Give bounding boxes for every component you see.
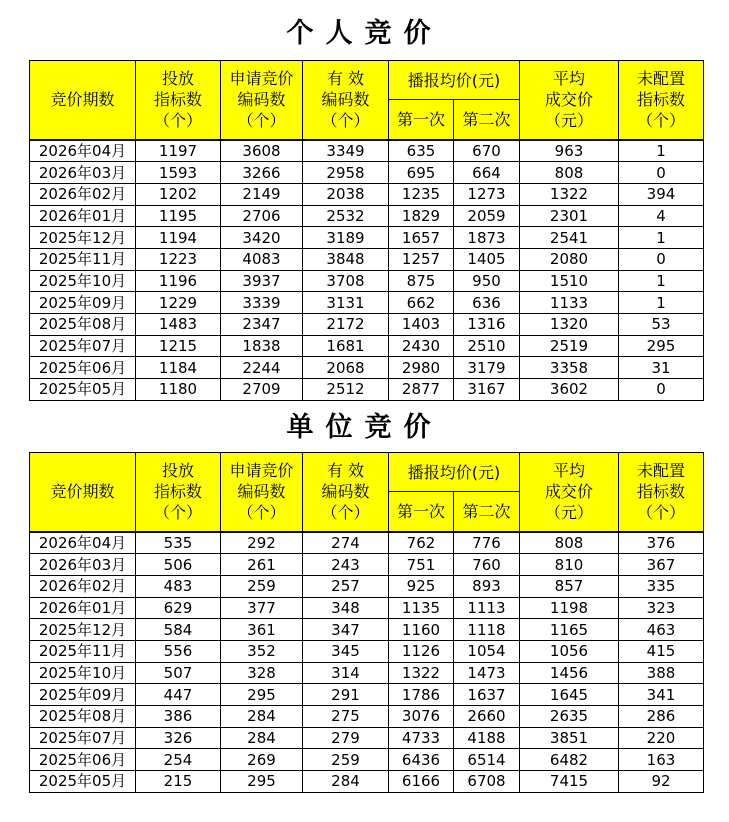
cell-first-bid: 1403 — [389, 314, 454, 336]
cell-avg-deal: 1165 — [520, 619, 619, 641]
cell-valid: 1681 — [303, 335, 389, 357]
cell-first-bid: 6436 — [389, 749, 454, 771]
table-row — [30, 532, 704, 554]
cell-unallocated: 31 — [619, 357, 704, 379]
cell-quota: 254 — [136, 749, 221, 771]
cell-second-bid: 6708 — [454, 771, 520, 793]
cell-avg-deal: 1198 — [520, 597, 619, 619]
cell-period: 2025年09月 — [30, 292, 136, 314]
cell-applied: 2244 — [221, 357, 303, 379]
cell-valid: 2172 — [303, 314, 389, 336]
header-period: 竞价期数 — [30, 453, 136, 532]
cell-applied: 352 — [221, 640, 303, 662]
cell-second-bid: 1118 — [454, 619, 520, 641]
cell-unallocated: 394 — [619, 183, 704, 205]
cell-applied: 2149 — [221, 183, 303, 205]
cell-unallocated: 0 — [619, 162, 704, 184]
table-row — [30, 662, 704, 684]
company-bidding-table — [29, 452, 704, 793]
cell-first-bid: 762 — [389, 532, 454, 554]
header-valid: 有 效 编码数 （个） — [303, 61, 389, 140]
header-second: 第二次 — [454, 492, 520, 532]
header-avg-deal: 平均 成交价 （元） — [520, 453, 619, 532]
cell-applied: 3937 — [221, 270, 303, 292]
cell-valid: 3131 — [303, 292, 389, 314]
cell-quota: 1215 — [136, 335, 221, 357]
cell-quota: 1197 — [136, 140, 221, 162]
cell-avg-deal: 3851 — [520, 727, 619, 749]
individual-table-body — [30, 140, 704, 401]
cell-second-bid: 4188 — [454, 727, 520, 749]
cell-period: 2025年05月 — [30, 771, 136, 793]
cell-applied: 269 — [221, 749, 303, 771]
cell-second-bid: 1113 — [454, 597, 520, 619]
cell-quota: 1593 — [136, 162, 221, 184]
cell-avg-deal: 3602 — [520, 379, 619, 401]
cell-second-bid: 1405 — [454, 248, 520, 270]
cell-period: 2025年08月 — [30, 314, 136, 336]
cell-quota: 1223 — [136, 248, 221, 270]
cell-unallocated: 388 — [619, 662, 704, 684]
cell-second-bid: 2059 — [454, 205, 520, 227]
cell-first-bid: 925 — [389, 575, 454, 597]
cell-applied: 295 — [221, 771, 303, 793]
cell-avg-deal: 2519 — [520, 335, 619, 357]
cell-valid: 259 — [303, 749, 389, 771]
cell-valid: 2512 — [303, 379, 389, 401]
cell-quota: 1196 — [136, 270, 221, 292]
cell-avg-deal: 6482 — [520, 749, 619, 771]
cell-period: 2026年02月 — [30, 575, 136, 597]
cell-unallocated: 0 — [619, 379, 704, 401]
cell-applied: 377 — [221, 597, 303, 619]
cell-applied: 3339 — [221, 292, 303, 314]
cell-quota: 556 — [136, 640, 221, 662]
cell-period: 2026年02月 — [30, 183, 136, 205]
cell-first-bid: 1126 — [389, 640, 454, 662]
cell-period: 2025年10月 — [30, 270, 136, 292]
cell-first-bid: 662 — [389, 292, 454, 314]
cell-first-bid: 1657 — [389, 227, 454, 249]
cell-avg-deal: 7415 — [520, 771, 619, 793]
cell-period: 2025年12月 — [30, 619, 136, 641]
cell-period: 2026年01月 — [30, 597, 136, 619]
cell-quota: 326 — [136, 727, 221, 749]
cell-applied: 3608 — [221, 140, 303, 162]
table-row — [30, 575, 704, 597]
cell-valid: 3349 — [303, 140, 389, 162]
table-row — [30, 379, 704, 401]
table-row — [30, 205, 704, 227]
cell-avg-deal: 857 — [520, 575, 619, 597]
header-applied: 申请竞价 编码数 （个） — [221, 453, 303, 532]
table-row — [30, 140, 704, 162]
cell-applied: 361 — [221, 619, 303, 641]
cell-applied: 2709 — [221, 379, 303, 401]
cell-first-bid: 875 — [389, 270, 454, 292]
cell-avg-deal: 810 — [520, 554, 619, 576]
cell-valid: 291 — [303, 684, 389, 706]
table-row — [30, 248, 704, 270]
cell-quota: 1194 — [136, 227, 221, 249]
cell-second-bid: 760 — [454, 554, 520, 576]
cell-applied: 328 — [221, 662, 303, 684]
cell-applied: 3420 — [221, 227, 303, 249]
cell-period: 2025年10月 — [30, 662, 136, 684]
company-title: 单位竞价 — [286, 412, 443, 443]
cell-second-bid: 1473 — [454, 662, 520, 684]
cell-avg-deal: 2080 — [520, 248, 619, 270]
cell-avg-deal: 1645 — [520, 684, 619, 706]
cell-second-bid: 3167 — [454, 379, 520, 401]
cell-second-bid: 664 — [454, 162, 520, 184]
cell-valid: 2038 — [303, 183, 389, 205]
cell-avg-deal: 2301 — [520, 205, 619, 227]
header-quota: 投放 指标数 （个） — [136, 453, 221, 532]
cell-quota: 1180 — [136, 379, 221, 401]
table-row — [30, 270, 704, 292]
cell-first-bid: 695 — [389, 162, 454, 184]
cell-first-bid: 2980 — [389, 357, 454, 379]
cell-quota: 386 — [136, 706, 221, 728]
cell-quota: 506 — [136, 554, 221, 576]
table-row — [30, 727, 704, 749]
cell-second-bid: 2510 — [454, 335, 520, 357]
cell-quota: 215 — [136, 771, 221, 793]
cell-second-bid: 1316 — [454, 314, 520, 336]
cell-avg-deal: 1456 — [520, 662, 619, 684]
cell-period: 2026年01月 — [30, 205, 136, 227]
cell-unallocated: 4 — [619, 205, 704, 227]
cell-quota: 1202 — [136, 183, 221, 205]
cell-second-bid: 2660 — [454, 706, 520, 728]
cell-valid: 345 — [303, 640, 389, 662]
table-row — [30, 335, 704, 357]
cell-valid: 314 — [303, 662, 389, 684]
table-row — [30, 597, 704, 619]
cell-unallocated: 286 — [619, 706, 704, 728]
cell-valid: 243 — [303, 554, 389, 576]
cell-first-bid: 1786 — [389, 684, 454, 706]
cell-valid: 284 — [303, 771, 389, 793]
cell-period: 2025年07月 — [30, 335, 136, 357]
cell-avg-deal: 1320 — [520, 314, 619, 336]
table-row — [30, 227, 704, 249]
cell-period: 2026年03月 — [30, 554, 136, 576]
cell-first-bid: 2877 — [389, 379, 454, 401]
header-applied: 申请竞价 编码数 （个） — [221, 61, 303, 140]
cell-unallocated: 335 — [619, 575, 704, 597]
cell-first-bid: 1257 — [389, 248, 454, 270]
cell-second-bid: 6514 — [454, 749, 520, 771]
cell-quota: 507 — [136, 662, 221, 684]
header-valid: 有 效 编码数 （个） — [303, 453, 389, 532]
header-avg-bid: 播报均价(元) — [389, 61, 520, 100]
cell-valid: 3708 — [303, 270, 389, 292]
cell-unallocated: 1 — [619, 292, 704, 314]
cell-period: 2025年12月 — [30, 227, 136, 249]
table-row — [30, 357, 704, 379]
cell-unallocated: 1 — [619, 270, 704, 292]
cell-unallocated: 220 — [619, 727, 704, 749]
cell-applied: 284 — [221, 706, 303, 728]
cell-valid: 2958 — [303, 162, 389, 184]
cell-avg-deal: 1510 — [520, 270, 619, 292]
cell-first-bid: 1829 — [389, 205, 454, 227]
cell-quota: 1483 — [136, 314, 221, 336]
cell-applied: 261 — [221, 554, 303, 576]
cell-applied: 1838 — [221, 335, 303, 357]
cell-unallocated: 295 — [619, 335, 704, 357]
cell-quota: 584 — [136, 619, 221, 641]
header-first: 第一次 — [389, 492, 454, 532]
header-first: 第一次 — [389, 100, 454, 140]
cell-period: 2025年06月 — [30, 357, 136, 379]
cell-valid: 348 — [303, 597, 389, 619]
cell-quota: 1184 — [136, 357, 221, 379]
table-row — [30, 771, 704, 793]
cell-unallocated: 53 — [619, 314, 704, 336]
table-row — [30, 640, 704, 662]
table-row — [30, 684, 704, 706]
cell-second-bid: 3179 — [454, 357, 520, 379]
cell-first-bid: 3076 — [389, 706, 454, 728]
cell-unallocated: 163 — [619, 749, 704, 771]
cell-period: 2026年03月 — [30, 162, 136, 184]
cell-second-bid: 670 — [454, 140, 520, 162]
cell-second-bid: 1637 — [454, 684, 520, 706]
cell-valid: 2068 — [303, 357, 389, 379]
cell-second-bid: 776 — [454, 532, 520, 554]
table-row — [30, 314, 704, 336]
cell-applied: 2706 — [221, 205, 303, 227]
cell-second-bid: 893 — [454, 575, 520, 597]
cell-valid: 274 — [303, 532, 389, 554]
cell-period: 2025年09月 — [30, 684, 136, 706]
cell-second-bid: 1054 — [454, 640, 520, 662]
cell-unallocated: 1 — [619, 227, 704, 249]
header-avg-bid: 播报均价(元) — [389, 453, 520, 492]
cell-applied: 3266 — [221, 162, 303, 184]
cell-first-bid: 751 — [389, 554, 454, 576]
table-row — [30, 749, 704, 771]
cell-second-bid: 1273 — [454, 183, 520, 205]
cell-period: 2026年04月 — [30, 140, 136, 162]
cell-avg-deal: 3358 — [520, 357, 619, 379]
header-period: 竞价期数 — [30, 61, 136, 140]
cell-avg-deal: 808 — [520, 162, 619, 184]
cell-period: 2025年07月 — [30, 727, 136, 749]
cell-quota: 1229 — [136, 292, 221, 314]
cell-avg-deal: 2541 — [520, 227, 619, 249]
table-row — [30, 706, 704, 728]
cell-unallocated: 92 — [619, 771, 704, 793]
cell-period: 2025年05月 — [30, 379, 136, 401]
cell-unallocated: 376 — [619, 532, 704, 554]
cell-period: 2025年11月 — [30, 248, 136, 270]
cell-second-bid: 1873 — [454, 227, 520, 249]
table-row — [30, 554, 704, 576]
cell-avg-deal: 808 — [520, 532, 619, 554]
header-second: 第二次 — [454, 100, 520, 140]
table-row — [30, 619, 704, 641]
individual-bidding-table — [29, 60, 704, 401]
cell-valid: 3848 — [303, 248, 389, 270]
cell-applied: 284 — [221, 727, 303, 749]
header-quota: 投放 指标数 （个） — [136, 61, 221, 140]
cell-period: 2025年08月 — [30, 706, 136, 728]
cell-first-bid: 1160 — [389, 619, 454, 641]
cell-valid: 279 — [303, 727, 389, 749]
table-row — [30, 292, 704, 314]
cell-period: 2025年06月 — [30, 749, 136, 771]
cell-valid: 347 — [303, 619, 389, 641]
table-row — [30, 183, 704, 205]
cell-applied: 292 — [221, 532, 303, 554]
cell-applied: 259 — [221, 575, 303, 597]
cell-unallocated: 341 — [619, 684, 704, 706]
cell-applied: 295 — [221, 684, 303, 706]
cell-first-bid: 1135 — [389, 597, 454, 619]
company-table-body — [30, 532, 704, 793]
cell-first-bid: 4733 — [389, 727, 454, 749]
cell-avg-deal: 1056 — [520, 640, 619, 662]
cell-first-bid: 2430 — [389, 335, 454, 357]
cell-second-bid: 950 — [454, 270, 520, 292]
cell-unallocated: 1 — [619, 140, 704, 162]
cell-unallocated: 367 — [619, 554, 704, 576]
cell-quota: 1195 — [136, 205, 221, 227]
cell-avg-deal: 2635 — [520, 706, 619, 728]
cell-first-bid: 635 — [389, 140, 454, 162]
cell-unallocated: 323 — [619, 597, 704, 619]
cell-avg-deal: 963 — [520, 140, 619, 162]
individual-title: 个人竞价 — [286, 18, 443, 49]
header-avg-deal: 平均 成交价 （元） — [520, 61, 619, 140]
header-unallocated: 未配置 指标数 （个） — [619, 453, 704, 532]
cell-quota: 447 — [136, 684, 221, 706]
cell-valid: 2532 — [303, 205, 389, 227]
cell-applied: 2347 — [221, 314, 303, 336]
cell-unallocated: 463 — [619, 619, 704, 641]
cell-unallocated: 0 — [619, 248, 704, 270]
cell-quota: 483 — [136, 575, 221, 597]
cell-valid: 275 — [303, 706, 389, 728]
cell-avg-deal: 1322 — [520, 183, 619, 205]
cell-second-bid: 636 — [454, 292, 520, 314]
cell-first-bid: 1235 — [389, 183, 454, 205]
cell-valid: 3189 — [303, 227, 389, 249]
cell-first-bid: 1322 — [389, 662, 454, 684]
cell-first-bid: 6166 — [389, 771, 454, 793]
cell-quota: 535 — [136, 532, 221, 554]
table-row — [30, 162, 704, 184]
cell-quota: 629 — [136, 597, 221, 619]
cell-period: 2026年04月 — [30, 532, 136, 554]
cell-period: 2025年11月 — [30, 640, 136, 662]
cell-avg-deal: 1133 — [520, 292, 619, 314]
cell-applied: 4083 — [221, 248, 303, 270]
header-unallocated: 未配置 指标数 （个） — [619, 61, 704, 140]
cell-valid: 257 — [303, 575, 389, 597]
cell-unallocated: 415 — [619, 640, 704, 662]
